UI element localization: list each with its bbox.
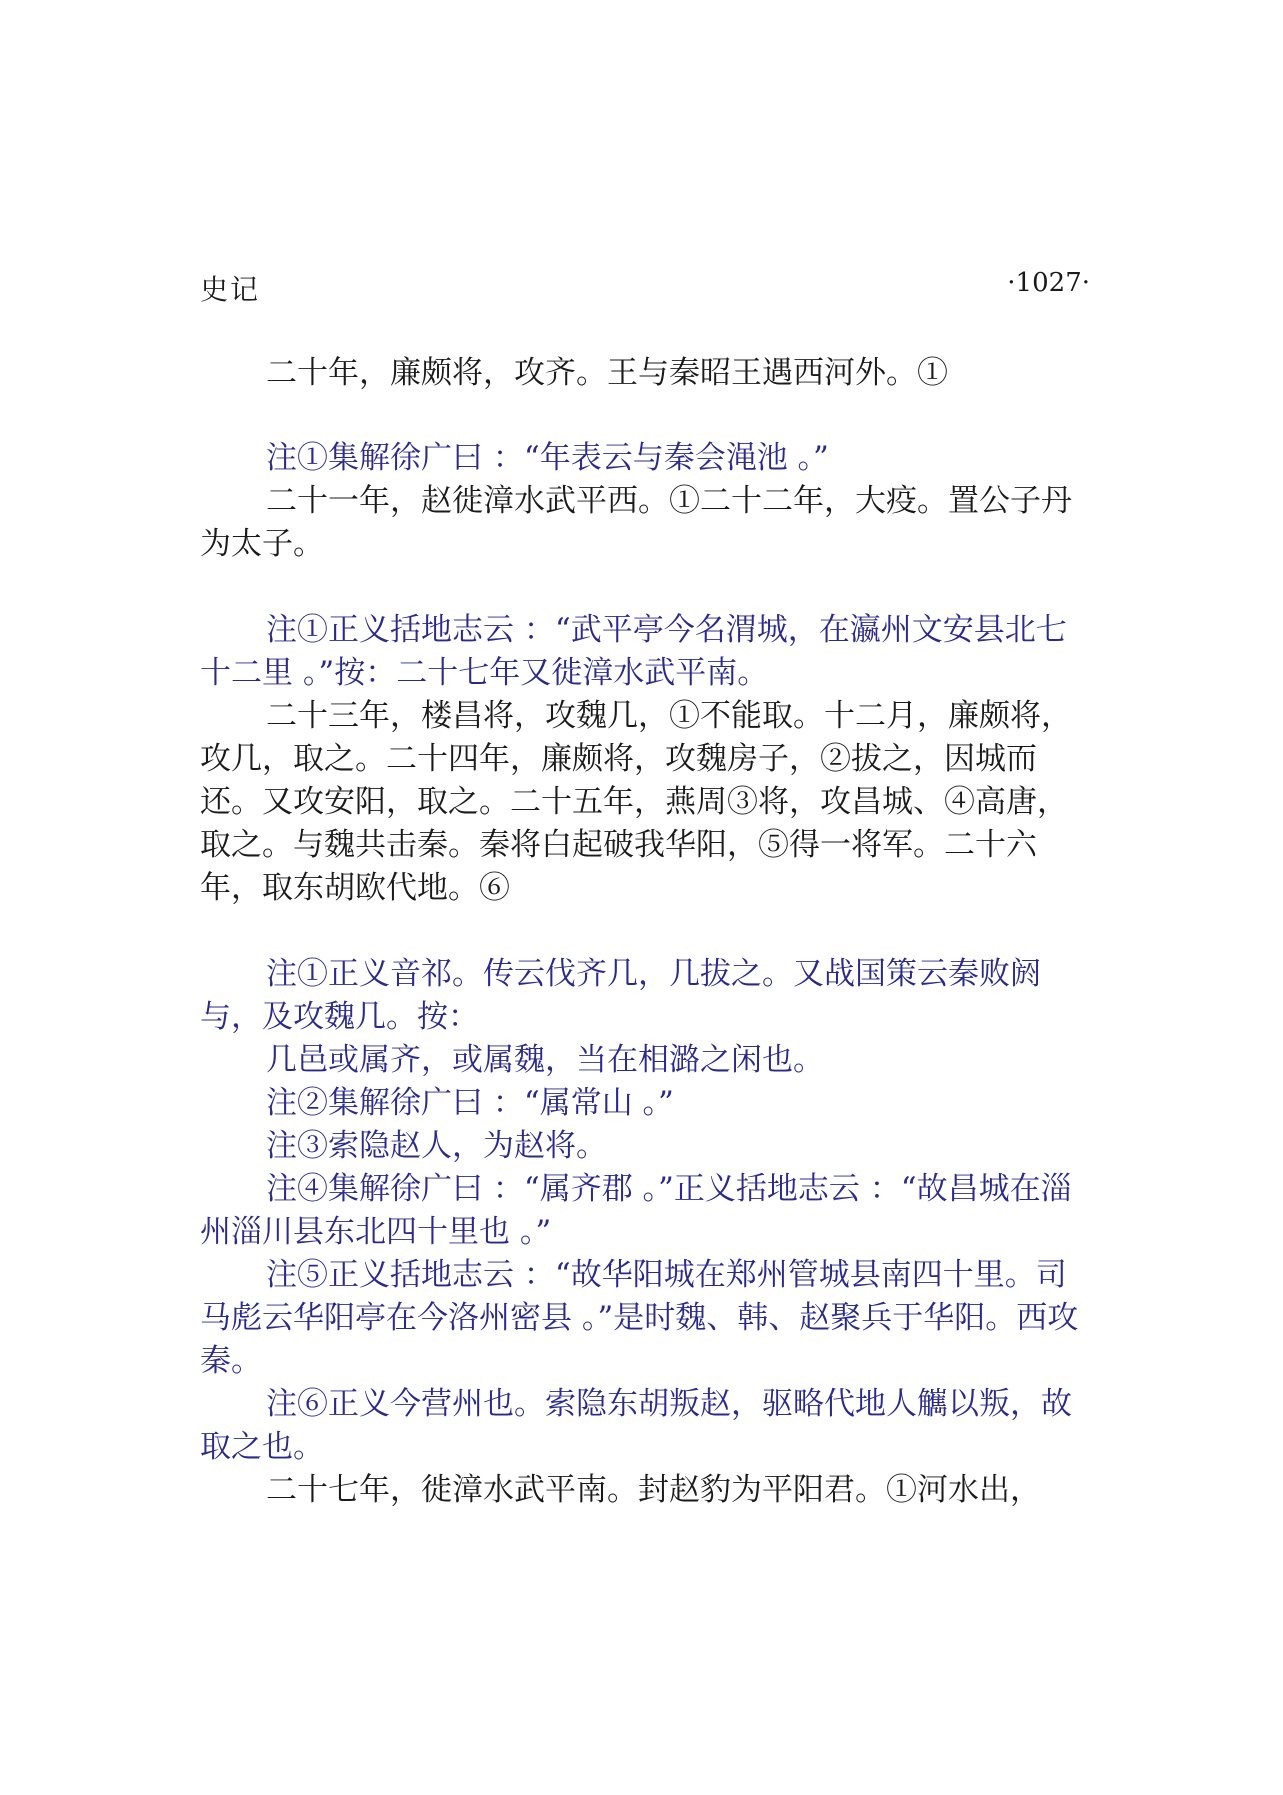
annotation-paragraph: 注⑤正义括地志云 ：“故华阳城在郑州管城县南四十里。司马彪云华阳亭在今洛州密县 。”是时魏、韩、赵聚兵于华阳。西攻秦。 bbox=[200, 1257, 1079, 1379]
annotation-paragraph: 注②集解徐广曰 ：“属常山 。” bbox=[266, 1085, 674, 1121]
annotation-paragraph: 注①正义括地志云 ：“武平亭今名渭城，在瀛州文安县北七十二里 。”按：二十七年又徙漳水武平南。 bbox=[200, 612, 1067, 691]
book-title: 史记 bbox=[200, 273, 261, 306]
annotation-paragraph: 注④集解徐广曰 ：“属齐郡 。”正义括地志云 ：“故昌城在淄州淄川县东北四十里也 。” bbox=[200, 1171, 1072, 1250]
annotation-paragraph: 注⑥正义今营州也。索隐东胡叛赵，驱略代地人觽以叛，故取之也。 bbox=[200, 1386, 1072, 1465]
annotation-paragraph: 注①集解徐广曰 ：“年表云与秦会渑池 。” bbox=[266, 440, 829, 476]
annotation-paragraph: 注③索隐赵人，为赵将。 bbox=[266, 1128, 607, 1164]
page-number: ·1027· bbox=[1007, 268, 1090, 298]
annotation-paragraph: 几邑或属齐，或属魏，当在相潞之闲也。 bbox=[266, 1042, 824, 1078]
main-paragraph: 二十三年，楼昌将，攻魏几，①不能取。十二月，廉颇将，攻几，取之。二十四年，廉颇将，攻魏房子，②拔之，因城而还。又攻安阳，取之。二十五年，燕周③将，攻昌城、④高唐，取之。与魏共击秦。秦将白起破我华阳，⑤得一将军。二十六年，取东胡欧代地。⑥ bbox=[200, 698, 1072, 906]
main-paragraph: 二十七年，徙漳水武平南。封赵豹为平阳君。①河水出， bbox=[266, 1472, 1041, 1508]
annotation-paragraph: 注①正义音祁。传云伐齐几，几拔之。又战国策云秦败阏与，及攻魏几。按： bbox=[200, 956, 1041, 1035]
main-paragraph: 二十一年，赵徙漳水武平西。①二十二年，大疫。置公子丹为太子。 bbox=[200, 483, 1072, 562]
page-header bbox=[200, 268, 1090, 308]
main-paragraph: 二十年，廉颇将，攻齐。王与秦昭王遇西河外。① bbox=[266, 355, 948, 391]
body-text bbox=[200, 352, 1090, 1512]
